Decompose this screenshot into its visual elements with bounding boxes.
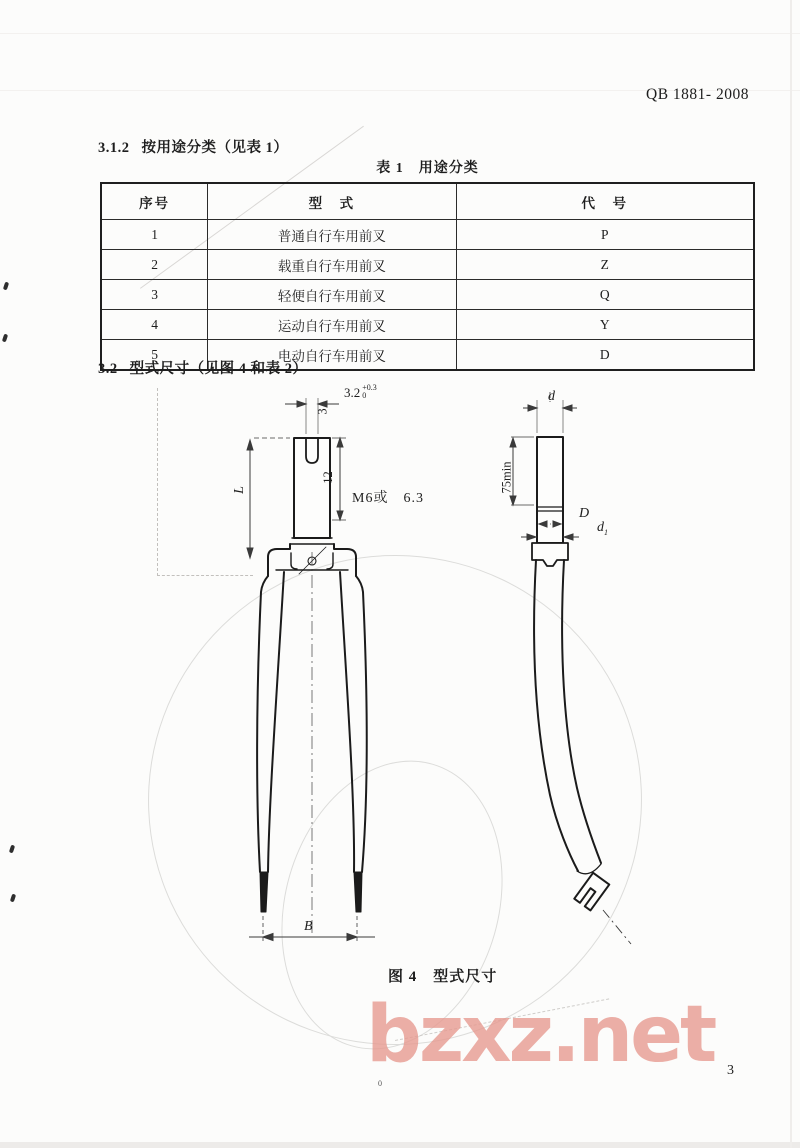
cell-type: 轻便自行车用前叉 — [208, 280, 456, 310]
section-number: 3.1.2 — [98, 140, 130, 156]
section-title: 型式尺寸（见图 4 和表 2） — [129, 361, 308, 377]
section-title: 按用途分类（见表 1） — [141, 140, 289, 156]
section-3-2-heading — [98, 357, 308, 378]
table-header-row — [101, 183, 754, 220]
tolerance-upper: +0.3 — [362, 383, 377, 392]
dim-d1-sub: 1 — [604, 527, 608, 537]
dim-B-label: B — [304, 919, 313, 934]
dim-value: 3.2 — [344, 385, 361, 400]
scan-margin-mark — [2, 334, 8, 343]
scan-artifact-line — [0, 33, 800, 34]
dim-d-label: d — [548, 389, 555, 404]
cell-type: 普通自行车用前叉 — [208, 220, 456, 250]
table-row — [101, 250, 754, 280]
section-number: 3.2 — [98, 361, 118, 377]
section-3-1-2-heading — [98, 136, 288, 157]
table-row — [101, 280, 754, 310]
cell-no: 2 — [101, 250, 208, 280]
cell-type: 载重自行车用前叉 — [208, 250, 456, 280]
cell-type: 运动自行车用前叉 — [208, 310, 456, 340]
dim-75min-label: 75min — [499, 461, 514, 494]
cell-type: 电动自行车用前叉 — [208, 340, 456, 371]
tolerance-lower: 0 — [362, 391, 367, 400]
col-header-code: 代 号 — [456, 183, 754, 220]
dim-d1-base: d — [597, 520, 604, 535]
dim-slot-width-label — [344, 385, 377, 401]
figure4-caption: 图 4 型式尺寸 — [388, 969, 498, 985]
cell-code: Y — [456, 310, 754, 340]
scan-margin-mark — [9, 845, 15, 854]
dim-3-label: 3 — [315, 408, 330, 415]
scan-edge-shadow — [790, 0, 792, 1148]
dim-D-label: D — [579, 506, 590, 521]
cell-no: 4 — [101, 310, 208, 340]
standard-code: QB 1881- 2008 — [646, 86, 749, 103]
cell-code: P — [456, 220, 754, 250]
scan-edge-shadow — [0, 1142, 800, 1148]
fork-side-view-drawing — [490, 380, 680, 965]
table-row — [101, 220, 754, 250]
fork-front-view-drawing — [230, 380, 410, 960]
scan-margin-mark — [10, 894, 16, 903]
cell-no: 3 — [101, 280, 208, 310]
table1-caption: 表 1 用途分类 — [376, 161, 479, 176]
thread-note-label: M6或 6.3 — [352, 491, 424, 506]
cell-code: Z — [456, 250, 754, 280]
dim-L-label: L — [231, 486, 247, 494]
col-header-type: 型 式 — [208, 183, 456, 220]
dim-12-label: 12 — [320, 471, 335, 484]
table1-use-classification — [100, 182, 755, 371]
cell-no: 5 — [101, 340, 208, 371]
table-row — [101, 310, 754, 340]
scan-margin-mark — [3, 282, 9, 291]
stray-print-mark: 0 — [378, 1079, 382, 1088]
site-watermark: bzxz.net — [366, 990, 715, 1080]
col-header-no: 序号 — [101, 183, 208, 220]
cell-code: Q — [456, 280, 754, 310]
scan-dashed-border — [157, 388, 158, 576]
page-number: 3 — [727, 1063, 734, 1078]
tolerance-stack — [362, 384, 377, 400]
cell-no: 1 — [101, 220, 208, 250]
cell-code: D — [456, 340, 754, 371]
dim-d1-label — [597, 520, 608, 537]
